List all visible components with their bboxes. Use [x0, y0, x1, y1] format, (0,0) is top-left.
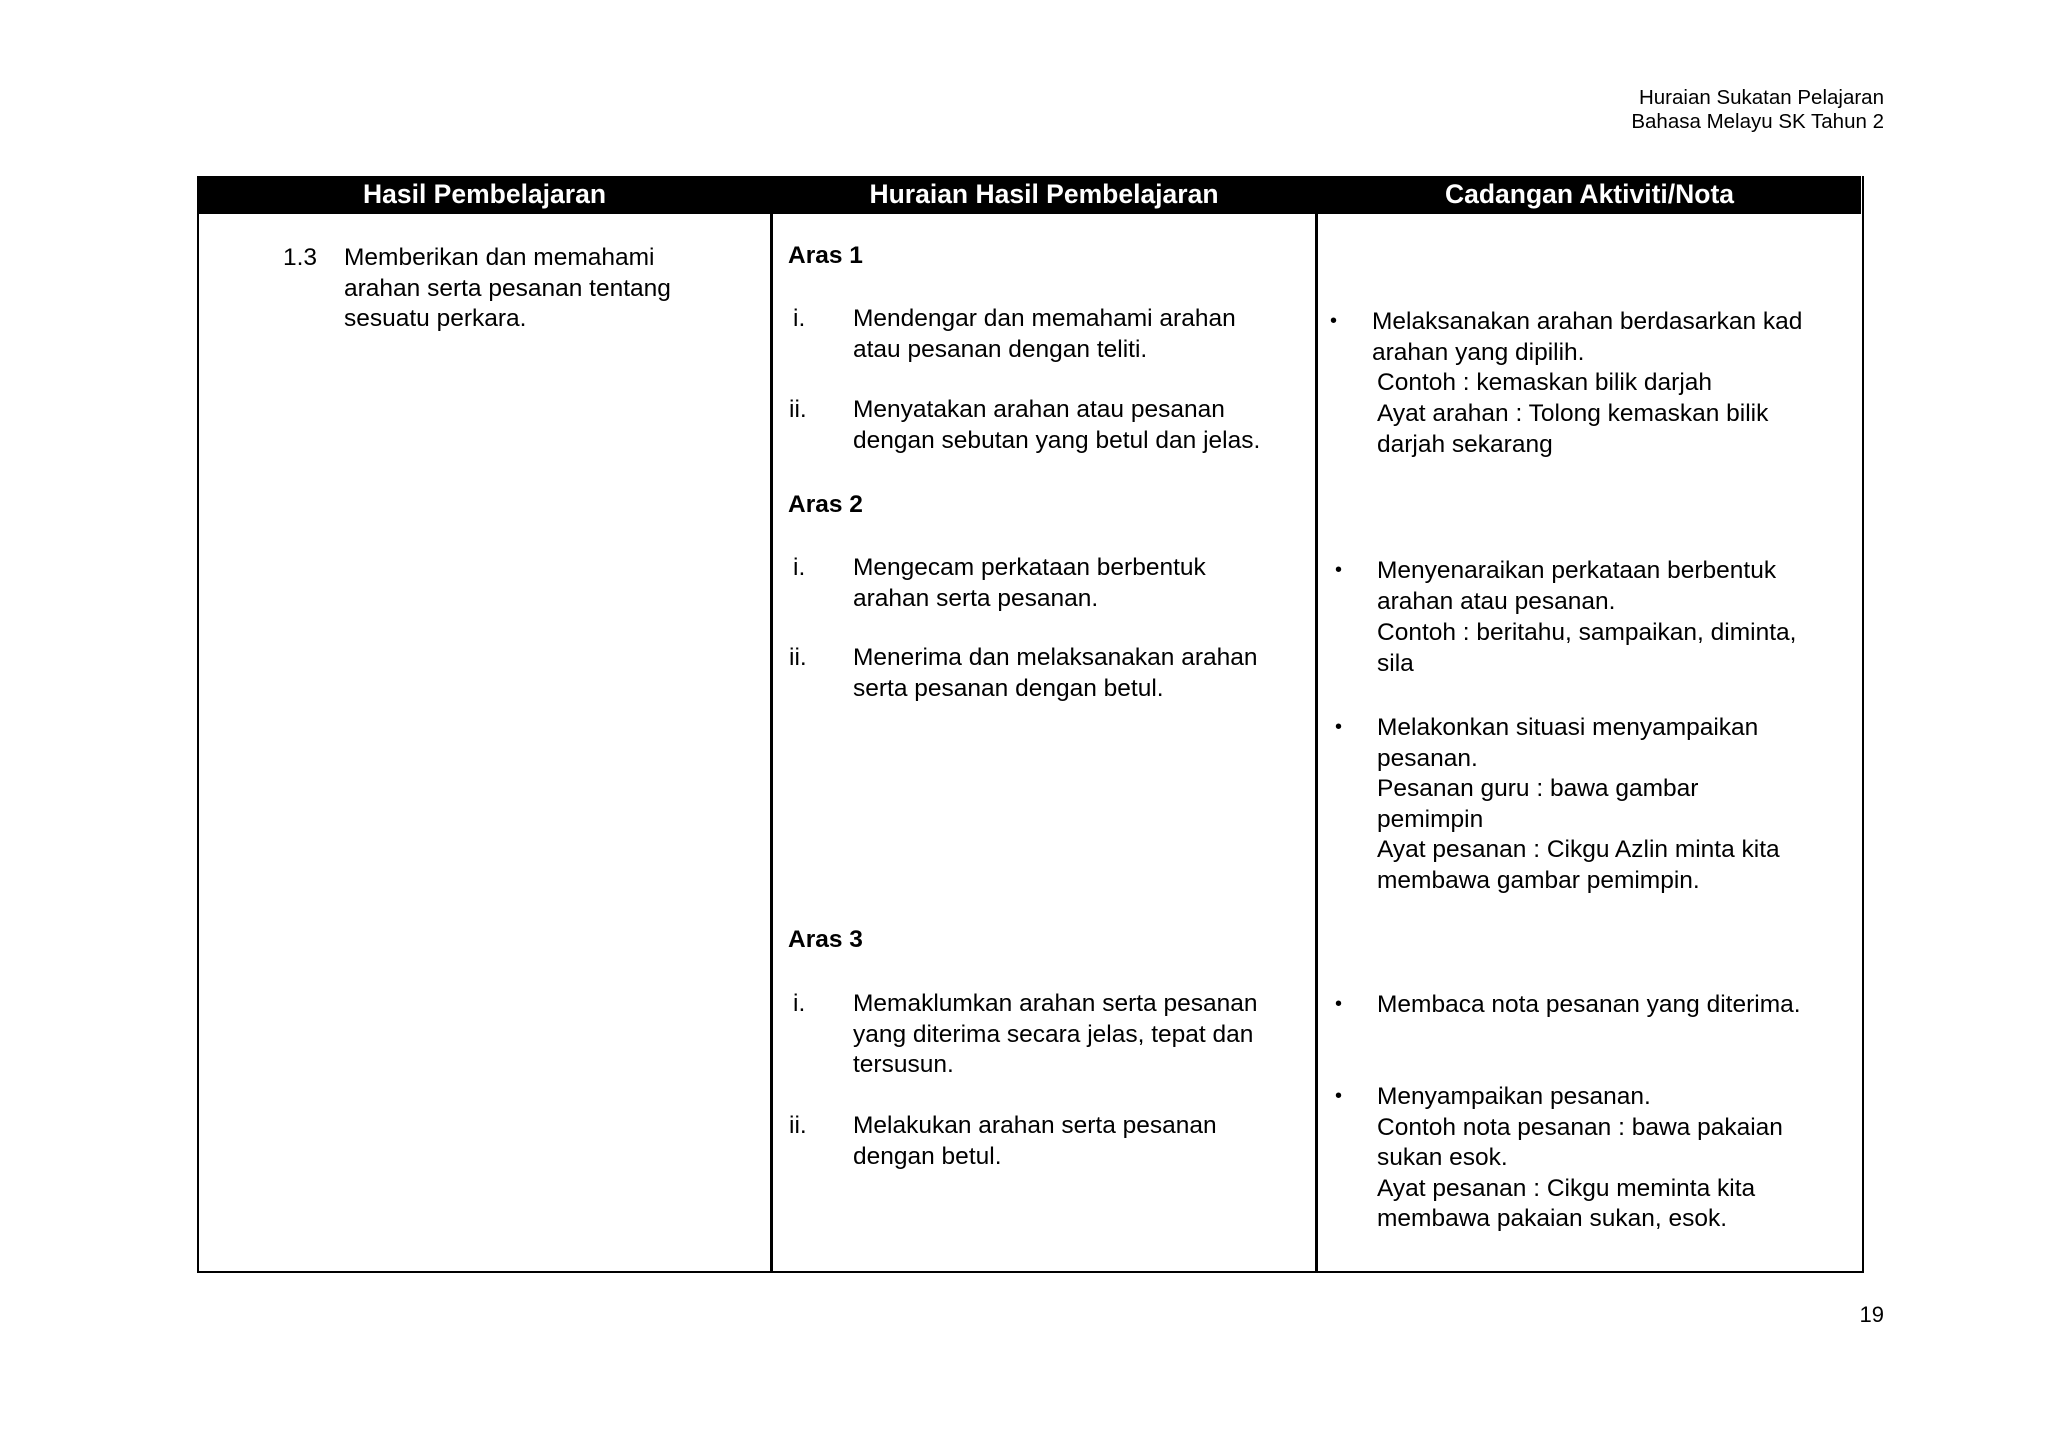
level-item-line: Menerima dan melaksanakan arahan — [853, 644, 1258, 671]
activity-line: sukan esok. — [1377, 1144, 1508, 1171]
activity-line: sila — [1377, 650, 1414, 677]
level-title: Aras 2 — [788, 491, 863, 518]
outcome-line: sesuatu perkara. — [344, 305, 527, 332]
activity-line: Melakonkan situasi menyampaikan — [1377, 714, 1759, 741]
roman-numeral: ii. — [789, 396, 807, 423]
activity-line: Ayat arahan : Tolong kemaskan bilik — [1377, 400, 1769, 427]
running-header-line-1: Huraian Sukatan Pelajaran — [1638, 86, 1884, 109]
level-title: Aras 1 — [788, 242, 863, 269]
running-header-line-2: Bahasa Melayu SK Tahun 2 — [1631, 110, 1884, 133]
header-hasil-pembelajaran: Hasil Pembelajaran — [199, 176, 770, 214]
level-item-line: dengan sebutan yang betul dan jelas. — [853, 427, 1261, 454]
roman-numeral: i. — [793, 990, 806, 1017]
activity-line: Menyampaikan pesanan. — [1377, 1083, 1651, 1110]
roman-numeral: i. — [793, 554, 806, 581]
outcome-line: arahan serta pesanan tentang — [344, 275, 671, 302]
activity-line: arahan yang dipilih. — [1372, 339, 1585, 366]
level-title: Aras 3 — [788, 926, 863, 953]
level-item-line: Menyatakan arahan atau pesanan — [853, 396, 1225, 423]
activity-line: Melaksanakan arahan berdasarkan kad — [1372, 308, 1803, 335]
activity-line: pemimpin — [1377, 806, 1484, 833]
level-item-line: serta pesanan dengan betul. — [853, 675, 1164, 702]
activity-line: Membaca nota pesanan yang diterima. — [1377, 991, 1801, 1018]
activity-line: Pesanan guru : bawa gambar — [1377, 775, 1699, 802]
activity-line: Ayat pesanan : Cikgu meminta kita — [1377, 1175, 1756, 1202]
level-item-line: Mendengar dan memahami arahan — [853, 305, 1236, 332]
level-item-line: arahan serta pesanan. — [853, 585, 1099, 612]
bullet-icon: • — [1335, 993, 1343, 1015]
level-item-line: tersusun. — [853, 1051, 954, 1078]
running-header — [1631, 86, 1884, 134]
activity-line: Contoh nota pesanan : bawa pakaian — [1377, 1114, 1783, 1141]
activity-line: arahan atau pesanan. — [1377, 588, 1616, 615]
bullet-icon: • — [1330, 310, 1338, 332]
activity-line: Contoh : beritahu, sampaikan, diminta, — [1377, 619, 1797, 646]
header-huraian-hasil-pembelajaran: Huraian Hasil Pembelajaran — [773, 176, 1315, 214]
page-number: 19 — [1859, 1302, 1884, 1327]
roman-numeral: ii. — [789, 644, 807, 671]
level-item-line: dengan betul. — [853, 1143, 1002, 1170]
bullet-icon: • — [1335, 1085, 1343, 1107]
activity-line: membawa gambar pemimpin. — [1377, 867, 1700, 894]
outcome-line: Memberikan dan memahami — [344, 244, 655, 271]
level-item-line: yang diterima secara jelas, tepat dan — [853, 1021, 1254, 1048]
activity-line: pesanan. — [1377, 745, 1478, 772]
column-divider — [770, 176, 773, 1271]
activity-line: Ayat pesanan : Cikgu Azlin minta kita — [1377, 836, 1780, 863]
level-item-line: atau pesanan dengan teliti. — [853, 336, 1148, 363]
activity-line: Menyenaraikan perkataan berbentuk — [1377, 557, 1777, 584]
roman-numeral: ii. — [789, 1112, 807, 1139]
level-item-line: Mengecam perkataan berbentuk — [853, 554, 1206, 581]
roman-numeral: i. — [793, 305, 806, 332]
activity-line: membawa pakaian sukan, esok. — [1377, 1205, 1727, 1232]
outcome-number: 1.3 — [283, 244, 318, 271]
column-divider — [1315, 176, 1318, 1271]
activity-line: darjah sekarang — [1377, 431, 1553, 458]
level-item-line: Memaklumkan arahan serta pesanan — [853, 990, 1258, 1017]
activity-line: Contoh : kemaskan bilik darjah — [1377, 369, 1713, 396]
bullet-icon: • — [1335, 716, 1343, 738]
bullet-icon: • — [1335, 559, 1343, 581]
level-item-line: Melakukan arahan serta pesanan — [853, 1112, 1217, 1139]
curriculum-table — [197, 176, 1864, 1273]
header-cadangan-aktiviti-nota: Cadangan Aktiviti/Nota — [1318, 176, 1861, 214]
